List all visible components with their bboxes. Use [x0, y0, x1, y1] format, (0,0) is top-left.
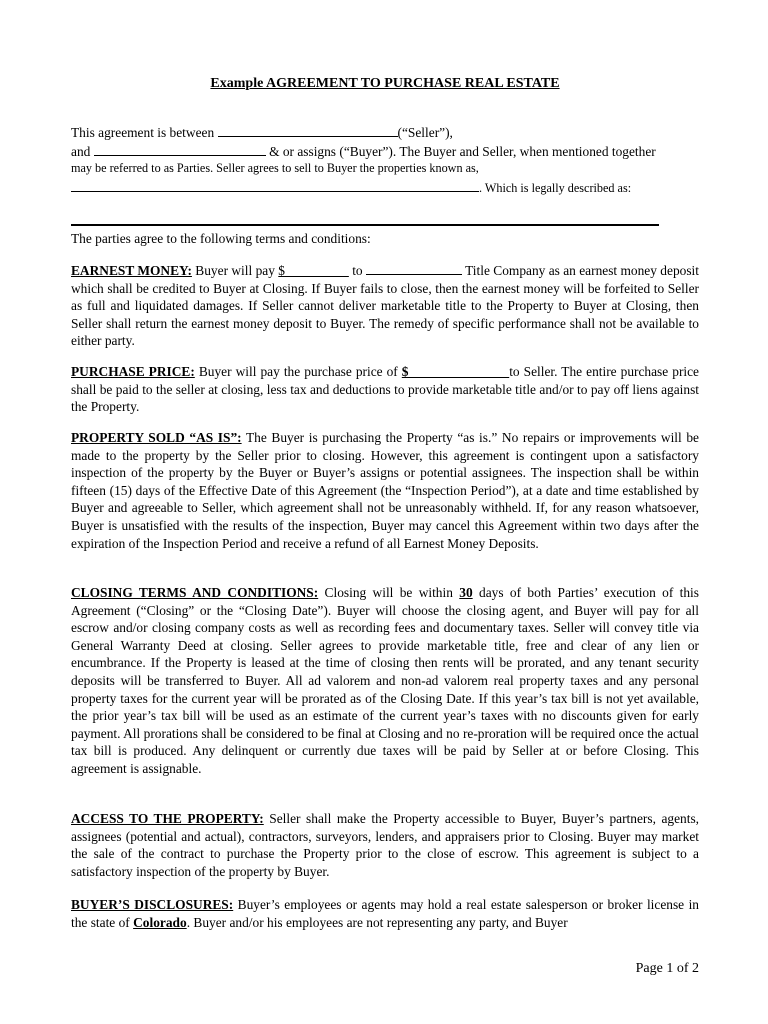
closing-text-2: days of both Parties’ execution of this Agreement (“Closing” or the “Closing Date”). Buyer will choose the closing agent, and Buyer will pay for all escrow and/or closing company costs as well as recording fees and documentary taxes. Seller will convey title via General Warranty Deed at closing. Seller agrees to provide marketable title, free and clear of any lien or encumbrance. If the Property is leased at the time of closing then rents will be prorated, and any tenant security deposits will be transferred to Buyer. All ad valorem and non-ad valorem real property taxes and any personal property taxes for the current year will be prorated as of the Closing Date. If this year’s tax bill is not yet available, the prior year’s tax bill will be used as an estimate of the current year’s taxes with no discounts given for early payment. All prorations shall be considered to be final at Closing and no re-proration will be required once the actual tax bill is produced. Any delinquent or currently due taxes will be paid by Seller at or before Closing. This agreement is assignable.: [71, 585, 699, 776]
disclosures-text-1: Buyer’s employees or agents may hold a real estate salesperson or broker license in the state of: [71, 897, 699, 930]
purchase-price-text-1: Buyer will pay the purchase price of: [194, 364, 402, 379]
document-page: [71, 0, 699, 1024]
earnest-money-heading: EARNEST MONEY:: [71, 263, 192, 278]
as-is-heading: PROPERTY SOLD “AS IS”:: [71, 430, 242, 445]
parties-block: [71, 123, 699, 197]
parties-line-2: [71, 142, 699, 161]
closing-heading: CLOSING TERMS AND CONDITIONS:: [71, 585, 319, 600]
purchase-price-text-2: to Seller. The entire purchase price shall be paid to the seller at closing, less tax and deductions to provide marketable title and/or to pay off liens against the Property.: [71, 364, 700, 415]
parties-line-2-prefix: and: [71, 143, 91, 159]
earnest-amount-blank: [278, 263, 349, 278]
parties-line-1: [71, 123, 699, 142]
closing-text-1: Closing will be within: [318, 585, 460, 600]
buyer-name-blank: [94, 142, 266, 156]
parties-line-1-suffix: (“Seller”),: [397, 125, 453, 140]
title-company-blank: [366, 261, 462, 275]
disclosures-state: Colorado: [133, 914, 187, 930]
access-heading: ACCESS TO THE PROPERTY:: [71, 811, 264, 826]
document-title: Example AGREEMENT TO PURCHASE REAL ESTATE: [210, 76, 560, 91]
disclosures-heading: BUYER’S DISCLOSURES:: [71, 897, 234, 912]
purchase-dollar-sign: $: [401, 364, 409, 379]
earnest-dollar-sign: $: [278, 263, 285, 278]
as-is-text: The Buyer is purchasing the Property “as is.” No repairs or improvements will be made to the property by the Seller prior to closing. However, this agreement is contingent upon a satisfactory inspection of the property by the Buyer or Buyer’s assigns or potential assignees. The inspection shall be within fifteen (15) days of the Effective Date of this Agreement (the “Inspection Period”), at a date and time established by Buyer and agreeable to Seller, which agreement shall not be unreasonably withheld. If, for any reason whatsoever, Buyer is unsatisfied with the results of the inspection, Buyer may cancel this Agreement within two days after the expiration of the Inspection Period and receive a refund of all Earnest Money Deposits.: [71, 430, 699, 551]
earnest-money-text-2: Title Company as an earnest money deposit which shall be credited to Buyer at Closing. If Buyer fails to close, then the earnest money will be forfeited to Seller as full and liquidated damages. If Seller cannot deliver marketable title to the Property to Buyer at Closing, then Seller shall return the earnest money deposit to Buyer. The remedy of specific performance shall not be available to either party.: [71, 263, 699, 349]
page-number: Page 1 of 2: [635, 961, 699, 976]
seller-name-blank: [218, 123, 398, 137]
earnest-money-to: to: [348, 263, 366, 278]
closing-days: 30: [459, 585, 473, 600]
access-section: [71, 810, 699, 880]
access-text: Seller shall make the Property accessible to Buyer, Buyer’s partners, agents, assignees (potential and actual), contractors, surveyors, lenders, and appraisers prior to Closing. Buyer may market the sale of the contract to purchase the Property prior to the close of escrow. This agreement is subject to a satisfactory inspection of the property by Buyer.: [71, 811, 700, 879]
legal-description-blank: [71, 224, 659, 226]
closing-section: [71, 584, 699, 778]
disclosures-text-2: . Buyer and/or his employees are not representing any party, and Buyer: [186, 914, 568, 930]
terms-intro: The parties agree to the following terms and conditions:: [71, 231, 371, 246]
earnest-money-text-1: Buyer will pay: [191, 263, 279, 278]
earnest-money-section: [71, 261, 699, 350]
parties-line-2-suffix: & or assigns (“Buyer”). The Buyer and Seller, when mentioned together: [269, 143, 656, 159]
purchase-price-section: [71, 363, 699, 416]
parties-line-4: [71, 178, 699, 198]
parties-line-3: may be referred to as Parties. Seller agrees to sell to Buyer the properties known as,: [71, 161, 479, 176]
parties-line-1-prefix: This agreement is between: [71, 125, 215, 140]
purchase-price-heading: PURCHASE PRICE:: [71, 364, 195, 379]
purchase-amount-blank: [402, 364, 509, 379]
as-is-section: [71, 429, 699, 552]
parties-line-4-suffix: . Which is legally described as:: [479, 180, 632, 195]
property-blank: [71, 178, 479, 192]
disclosures-section: [71, 896, 699, 931]
